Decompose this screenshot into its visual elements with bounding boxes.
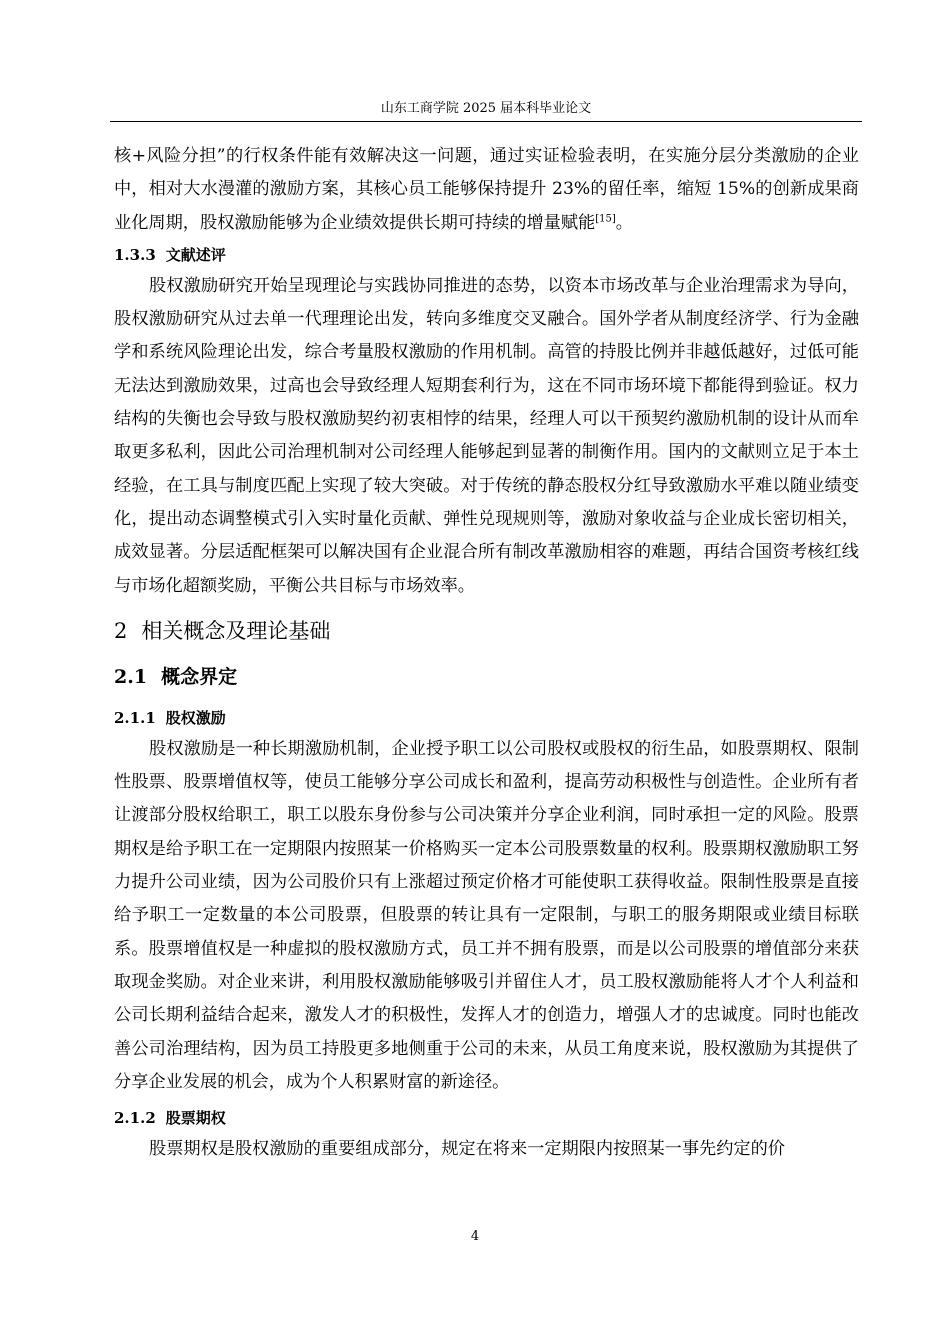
chapter-title: 相关概念及理论基础	[141, 618, 331, 643]
continued-paragraph-end: 。	[615, 212, 633, 233]
equity-incentive-paragraph: 股权激励是一种长期激励机制，企业授予职工以公司股权或股权的衍生品，如股票期权、限制性股票、股票增值权等，使员工能够分享公司成长和盈利，提高劳动积极性与创造性。企业所有者让渡部分股权给职工，职工以股东身份参与公司决策并分享企业利润，同时承担一定的风险。股票期权是给予职工在一定期限内按照某一价格购买一定本公司股票数量的权利。股票期权激励职工努力提升公司业绩，因为公司股价只有上涨超过预定价格才可能使职工获得收益。限制性股票是直接给予职工一定数量的本公司股票，但股票的转让具有一定限制，与职工的服务期限或业绩目标联系。股票增值权是一种虚拟的股权激励方式，员工并不拥有股票，而是以公司股票的增值部分来获取现金奖励。对企业来讲，利用股权激励能够吸引并留住人才，员工股权激励能将人才个人利益和公司长期利益结合起来，激发人才的积极性，发挥人才的创造力，增强人才的忠诚度。同时也能改善公司治理结构，因为员工持股更多地侧重于公司的未来，从员工角度来说，股权激励为其提供了分享企业发展的机会，成为个人积累财富的新途径。	[114, 738, 859, 1092]
page-body	[114, 140, 859, 1166]
section-title: 股票期权	[165, 1109, 226, 1128]
chapter-heading-2	[114, 611, 859, 651]
section-title: 概念界定	[161, 665, 238, 688]
section-heading-2-1-2	[114, 1103, 859, 1133]
section-number: 2.1.1	[114, 708, 156, 727]
section-number: 1.3.3	[114, 245, 156, 264]
section-heading-2-1-1	[114, 703, 859, 733]
continued-paragraph	[114, 140, 859, 240]
section-title: 股权激励	[165, 708, 226, 727]
citation-ref[interactable]: [15]	[595, 212, 616, 224]
chapter-number: 2	[114, 618, 128, 643]
section-number: 2.1.2	[114, 1109, 156, 1128]
continued-paragraph-text: 核+风险分担”的行权条件能有效解决这一问题，通过实证检验表明，在实施分层分类激励的企业中，相对大水漫灌的激励方案，其核心员工能够保持提升 23%的留任率，缩短 15%的创新成果商业化周期，股权激励能够为企业绩效提供长期可持续的增量赋能	[114, 146, 859, 233]
section-number: 2.1	[114, 665, 148, 688]
literature-review-paragraph: 股权激励研究开始呈现理论与实践协同推进的态势，以资本市场改革与企业治理需求为导向，股权激励研究从过去单一代理理论出发，转向多维度交叉融合。国外学者从制度经济学、行为金融学和系统风险理论出发，综合考量股权激励的作用机制。高管的持股比例并非越低越好，过低可能无法达到激励效果，过高也会导致经理人短期套利行为，这在不同市场环境下都能得到验证。权力结构的失衡也会导致与股权激励契约初衷相悖的结果，经理人可以干预契约激励机制的设计从而牟取更多私利，因此公司治理机制对公司经理人能够起到显著的制衡作用。国内的文献则立足于本土经验，在工具与制度匹配上实现了较大突破。对于传统的静态股权分红导致激励水平难以随业绩变化，提出动态调整模式引入实时量化贡献、弹性兑现规则等，激励对象收益与企业成长密切相关，成效显著。分层适配框架可以解决国有企业混合所有制改革激励相容的难题，再结合国资考核红线与市场化超额奖励，平衡公共目标与市场效率。	[114, 275, 859, 596]
section-heading-1-3-3	[114, 240, 859, 270]
section-title: 文献述评	[165, 245, 226, 264]
section-heading-2-1	[114, 657, 859, 697]
page-number: 4	[470, 1229, 480, 1244]
running-header: 山东工商学院 2025 届本科毕业论文	[380, 101, 592, 116]
header-divider	[110, 121, 862, 122]
stock-option-paragraph: 股票期权是股权激励的重要组成部分，规定在将来一定期限内按照某一事先约定的价	[149, 1139, 785, 1160]
